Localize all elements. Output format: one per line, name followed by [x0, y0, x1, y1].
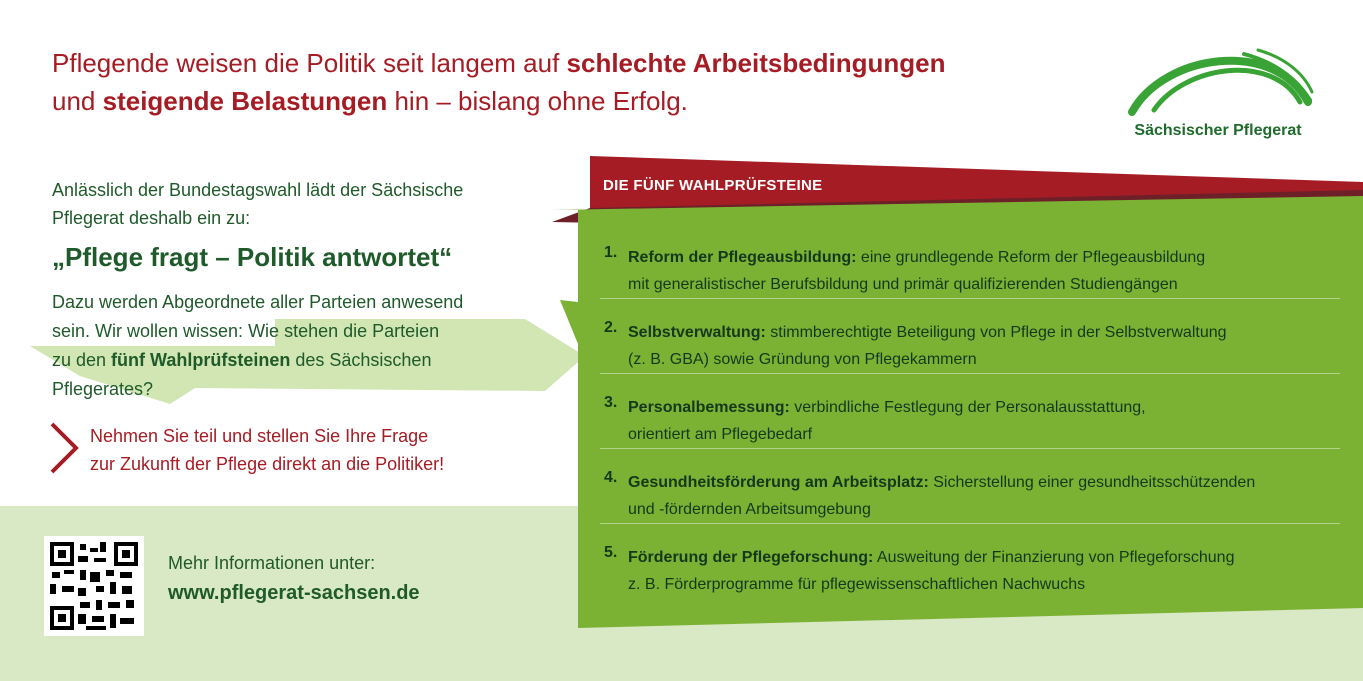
more-info-label: Mehr Informationen unter:: [168, 553, 376, 573]
call-to-action: Nehmen Sie teil und stellen Sie Ihre Frage zur Zukunft der Pflege direkt an die Politiker!: [90, 426, 445, 474]
list-item: 1. Reform der Pflegeausbildung: eine grundlegende Reform der Pflegeausbildung mit generalistischer Berufsbildung und primär qualifizierenden Studiengängen: [600, 224, 1340, 299]
website-link[interactable]: www.pflegerat-sachsen.de: [168, 582, 420, 604]
panel-title: DIE FÜNF WAHLPRÜFSTEINE: [603, 177, 823, 194]
headline: Pflegende weisen die Politik seit langem auf schlechte Arbeitsbedingungen und steigende Belastungen hin – bislang ohne Erfolg.: [52, 48, 946, 116]
wahlpruefsteine-list: [600, 224, 1340, 598]
list-item: 4. Gesundheitsförderung am Arbeitsplatz: Sicherstellung einer gesundheitsschützenden und -fördernden Arbeitsumgebung: [600, 449, 1340, 524]
list-item: 3. Personalbemessung: verbindliche Festlegung der Personalausstattung, orientiert am Pflegebedarf: [600, 374, 1340, 449]
logo: [1118, 44, 1318, 144]
slogan: „Pflege fragt – Politik antwortet“: [52, 242, 453, 272]
qr-code: [44, 536, 144, 636]
body-text: Dazu werden Abgeordnete aller Parteien anwesend sein. Wir wollen wissen: Wie stehen die Parteien zu den fünf Wahlprüfsteinen des Sächsischen Pflegerates?: [52, 292, 464, 399]
chevron-right-icon: [48, 422, 82, 474]
logo-text: Sächsischer Pflegerat: [1134, 122, 1302, 139]
arch-logo-icon: [1124, 44, 1314, 116]
intro-text: Anlässlich der Bundestagswahl lädt der Sächsische Pflegerat deshalb ein zu:: [52, 180, 464, 228]
list-item: 5. Förderung der Pflegeforschung: Ausweitung der Finanzierung von Pflegeforschung z. B. Förderprogramme für pflegewissenschaftlichen Nachwuchs: [604, 544, 1235, 593]
list-item: 2. Selbstverwaltung: stimmberechtigte Beteiligung von Pflege in der Selbstverwaltung (z. B. GBA) sowie Gründung von Pflegekammern: [600, 299, 1340, 374]
